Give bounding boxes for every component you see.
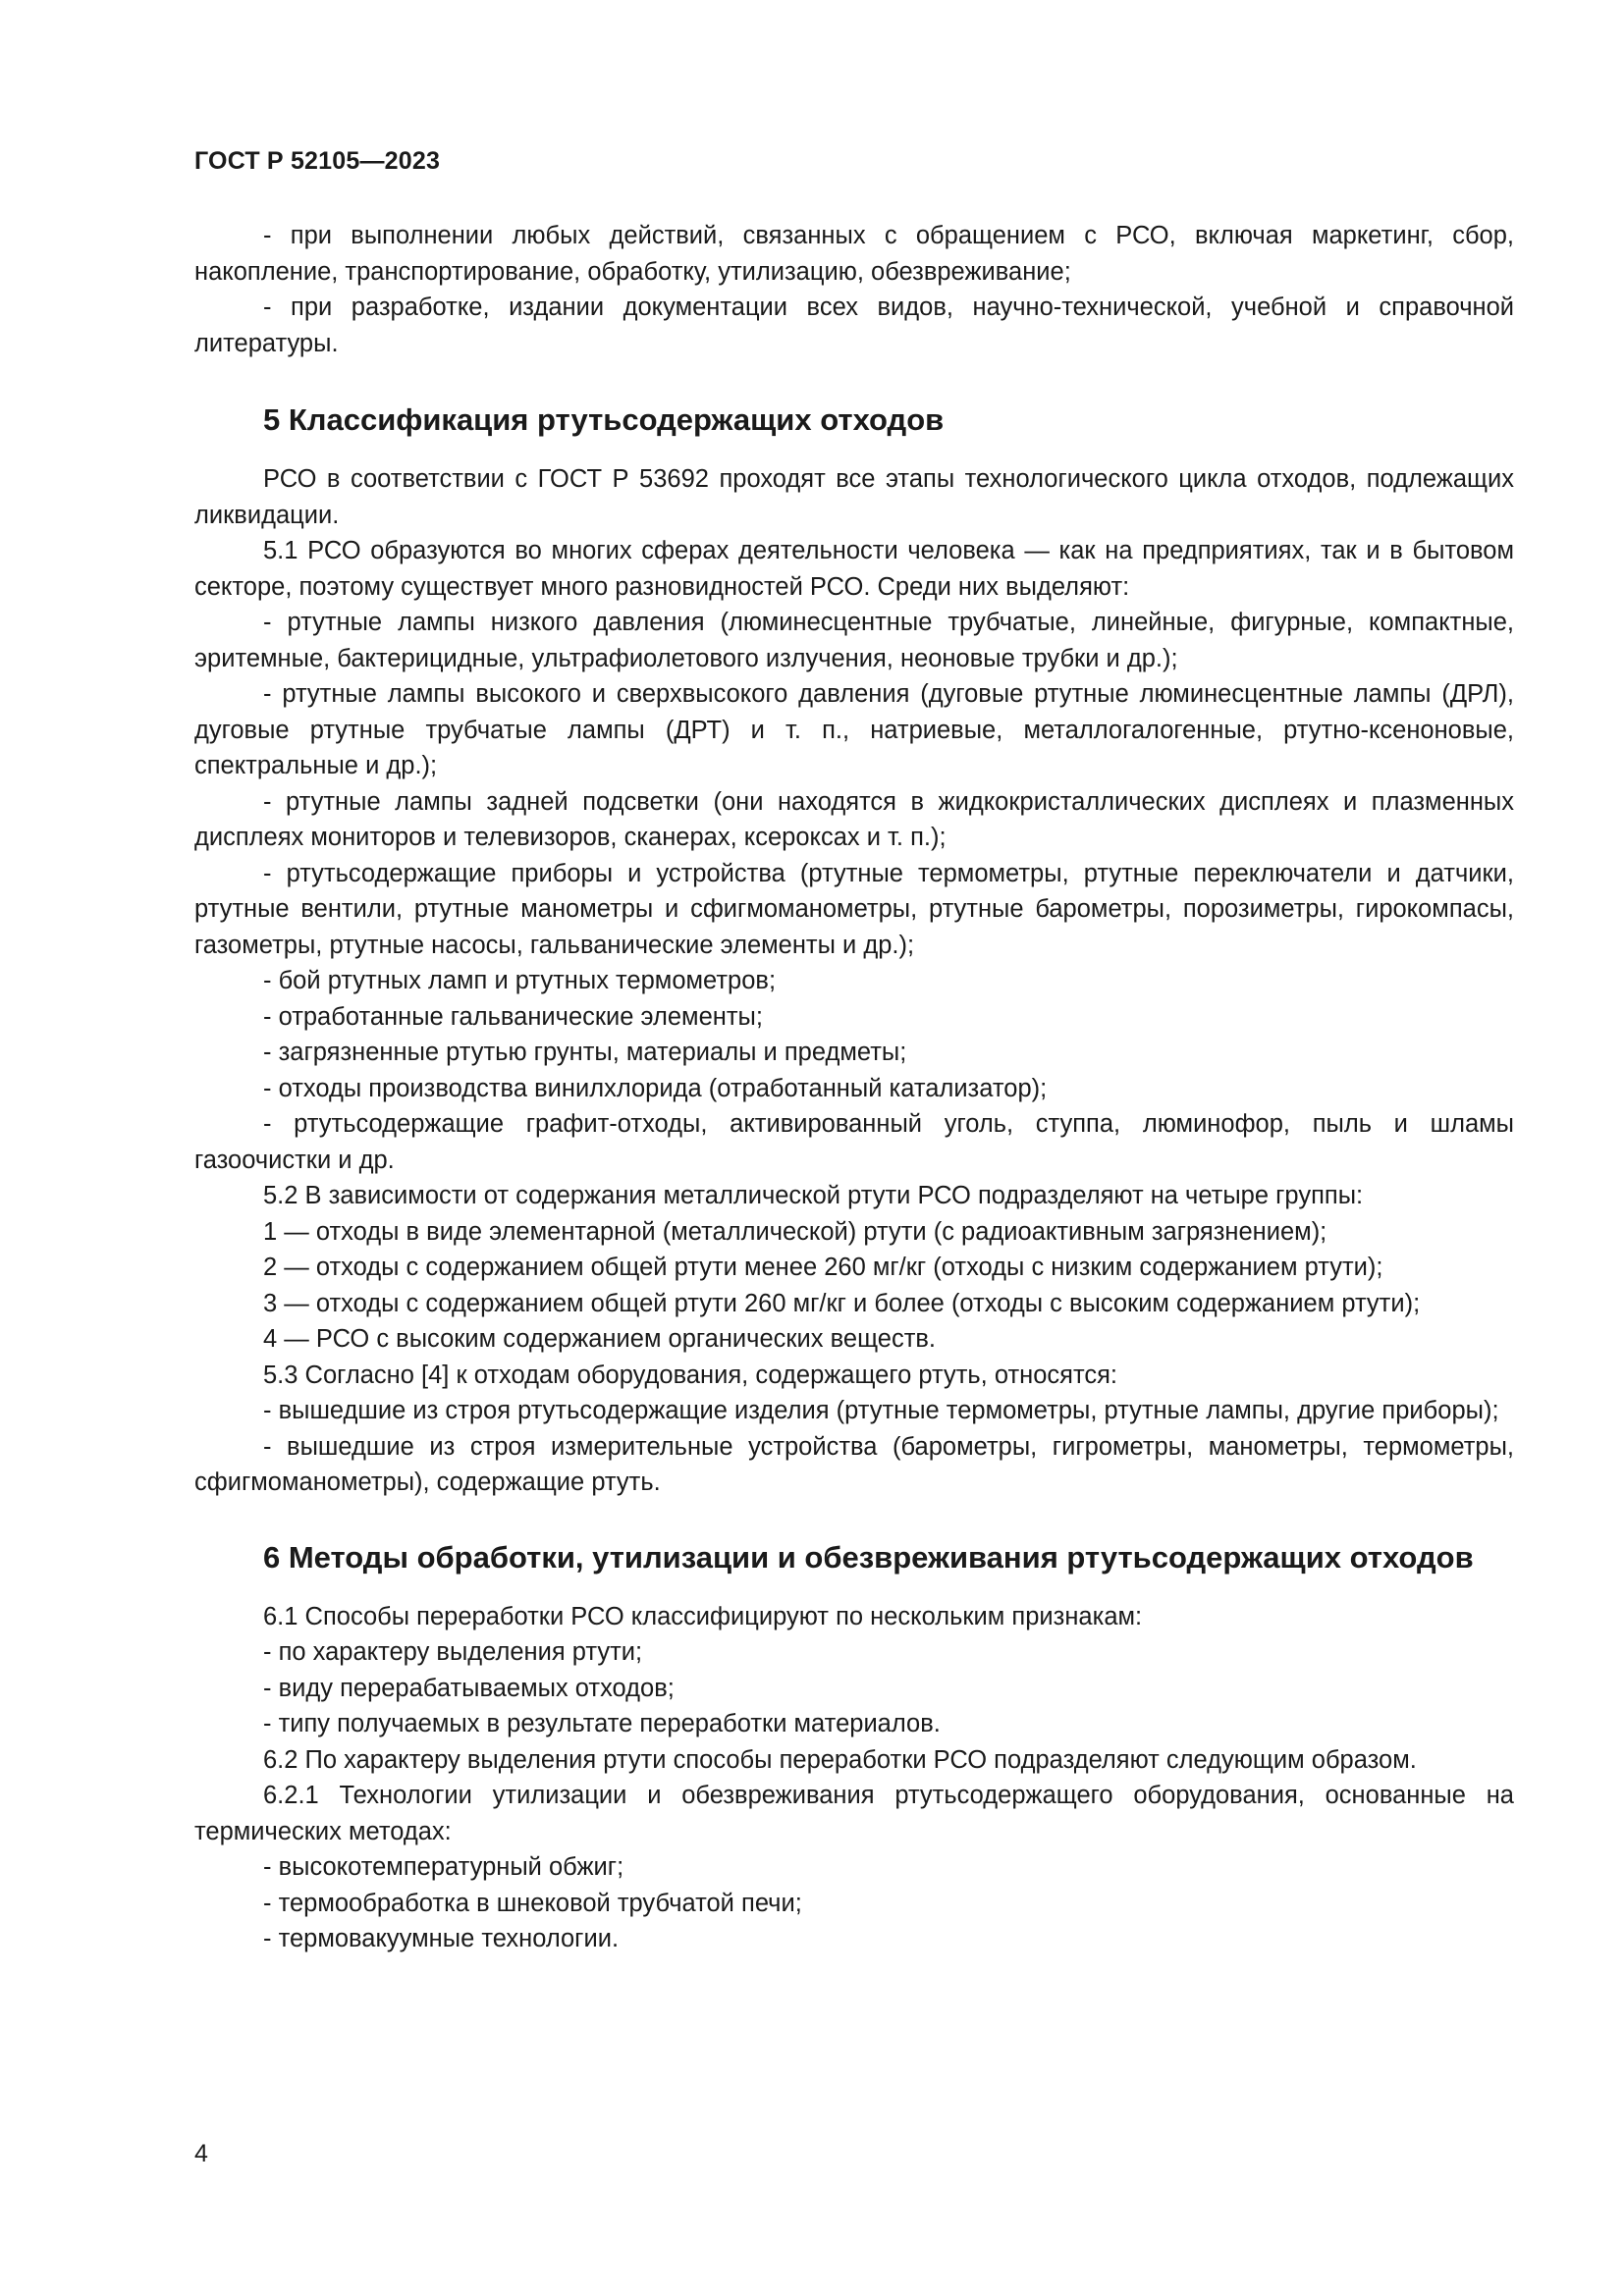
intro-item: - при выполнении любых действий, связанных с обращением с РСО, включая маркетинг, сбор, накопление, транспортирование, обработку, утилизацию, обезвреживание;: [194, 222, 1514, 286]
list-item: - вышедшие из строя измерительные устройства (барометры, гигрометры, манометры, термометры, сфигмоманометры), содержащие ртуть.: [194, 1432, 1514, 1496]
list-item: - ртутные лампы низкого давления (люминесцентные трубчатые, линейные, фигурные, компактные, эритемные, бактерицидные, ультрафиолетового излучения, неоновые трубки и др.);: [194, 609, 1514, 672]
list-item: - ртутные лампы высокого и сверхвысокого давления (дуговые ртутные люминесцентные лампы (ДРЛ), дуговые ртутные трубчатые лампы (ДРТ) и т. п., натриевые, металлогалогенные, ртутно-ксеноновые, спектральные и др.);: [194, 680, 1514, 779]
page-number: 4: [194, 2140, 208, 2167]
list-item: - высокотемпературный обжиг;: [263, 1853, 624, 1881]
document-header: [194, 147, 440, 176]
paragraph: 5.2 В зависимости от содержания металлической ртути РСО подразделяют на четыре группы:: [263, 1182, 1364, 1209]
list-item: - типу получаемых в результате переработки материалов.: [263, 1710, 941, 1737]
list-item: - вышедшие из строя ртутьсодержащие изделия (ртутные термометры, ртутные лампы, другие приборы);: [263, 1397, 1499, 1424]
list-item: 4 — РСО с высоким содержанием органических веществ.: [263, 1325, 937, 1353]
list-item: - термовакуумные технологии.: [263, 1925, 620, 1952]
list-item: - ртутьсодержащие графит-отходы, активированный уголь, ступпа, люминофор, пыль и шламы газоочистки и др.: [194, 1110, 1514, 1174]
list-item: - ртутные лампы задней подсветки (они находятся в жидкокристаллических дисплеях и плазменных дисплеях мониторов и телевизоров, сканерах, ксероксах и т. п.);: [194, 787, 1514, 851]
document-body: [194, 218, 1514, 1957]
paragraph: 5.1 РСО образуются во многих сферах деятельности человека — как на предприятиях, так и в бытовом секторе, поэтому существует много разновидностей РСО. Среди них выделяют:: [194, 537, 1514, 601]
list-item: - отходы производства винилхлорида (отработанный катализатор);: [263, 1074, 1048, 1102]
list-item: 3 — отходы с содержанием общей ртути 260 мг/кг и более (отходы с высоким содержанием ртути);: [263, 1289, 1421, 1317]
list-item: 1 — отходы в виде элементарной (металлической) ртути (с радиоактивным загрязнением);: [263, 1217, 1327, 1246]
paragraph: 6.2.1 Технологии утилизации и обезвреживания ртутьсодержащего оборудования, основанные на термических методах:: [194, 1782, 1514, 1845]
list-item: - ртутьсодержащие приборы и устройства (ртутные термометры, ртутные переключатели и датчики, ртутные вентили, ртутные манометры и сфигмоманометры, ртутные барометры, порозиметры, гирокомпасы, газометры, ртутные насосы, гальванические элементы и др.);: [194, 859, 1514, 959]
list-item: - виду перерабатываемых отходов;: [263, 1674, 675, 1702]
paragraph: 6.2 По характеру выделения ртути способы переработки РСО подразделяют следующим образом.: [263, 1745, 1417, 1774]
list-item: - загрязненные ртутью грунты, материалы и предметы;: [263, 1039, 907, 1066]
list-item: - термообработка в шнековой трубчатой печи;: [263, 1889, 802, 1917]
section-6-heading: 6 Методы обработки, утилизации и обезвреживания ртутьсодержащих отходов: [263, 1539, 1474, 1575]
list-item: - отработанные гальванические элементы;: [263, 1002, 763, 1031]
list-item: - бой ртутных ламп и ртутных термометров;: [263, 967, 777, 994]
paragraph: РСО в соответствии с ГОСТ Р 53692 проходят все этапы технологического цикла отходов, подлежащих ликвидации.: [194, 465, 1514, 529]
section-5-heading: 5 Классификация ртутьсодержащих отходов: [263, 402, 945, 437]
list-item: 2 — отходы с содержанием общей ртути менее 260 мг/кг (отходы с низким содержанием ртути);: [263, 1254, 1383, 1281]
document-id: ГОСТ Р 52105—2023: [194, 147, 441, 175]
list-item: - по характеру выделения ртути;: [263, 1638, 643, 1666]
paragraph: 5.3 Согласно [4] к отходам оборудования, содержащего ртуть, относятся:: [263, 1361, 1118, 1389]
paragraph: 6.1 Способы переработки РСО классифицируют по нескольким признакам:: [263, 1602, 1143, 1630]
intro-item: - при разработке, издании документации всех видов, научно-технической, учебной и справочной литературы.: [194, 294, 1514, 357]
